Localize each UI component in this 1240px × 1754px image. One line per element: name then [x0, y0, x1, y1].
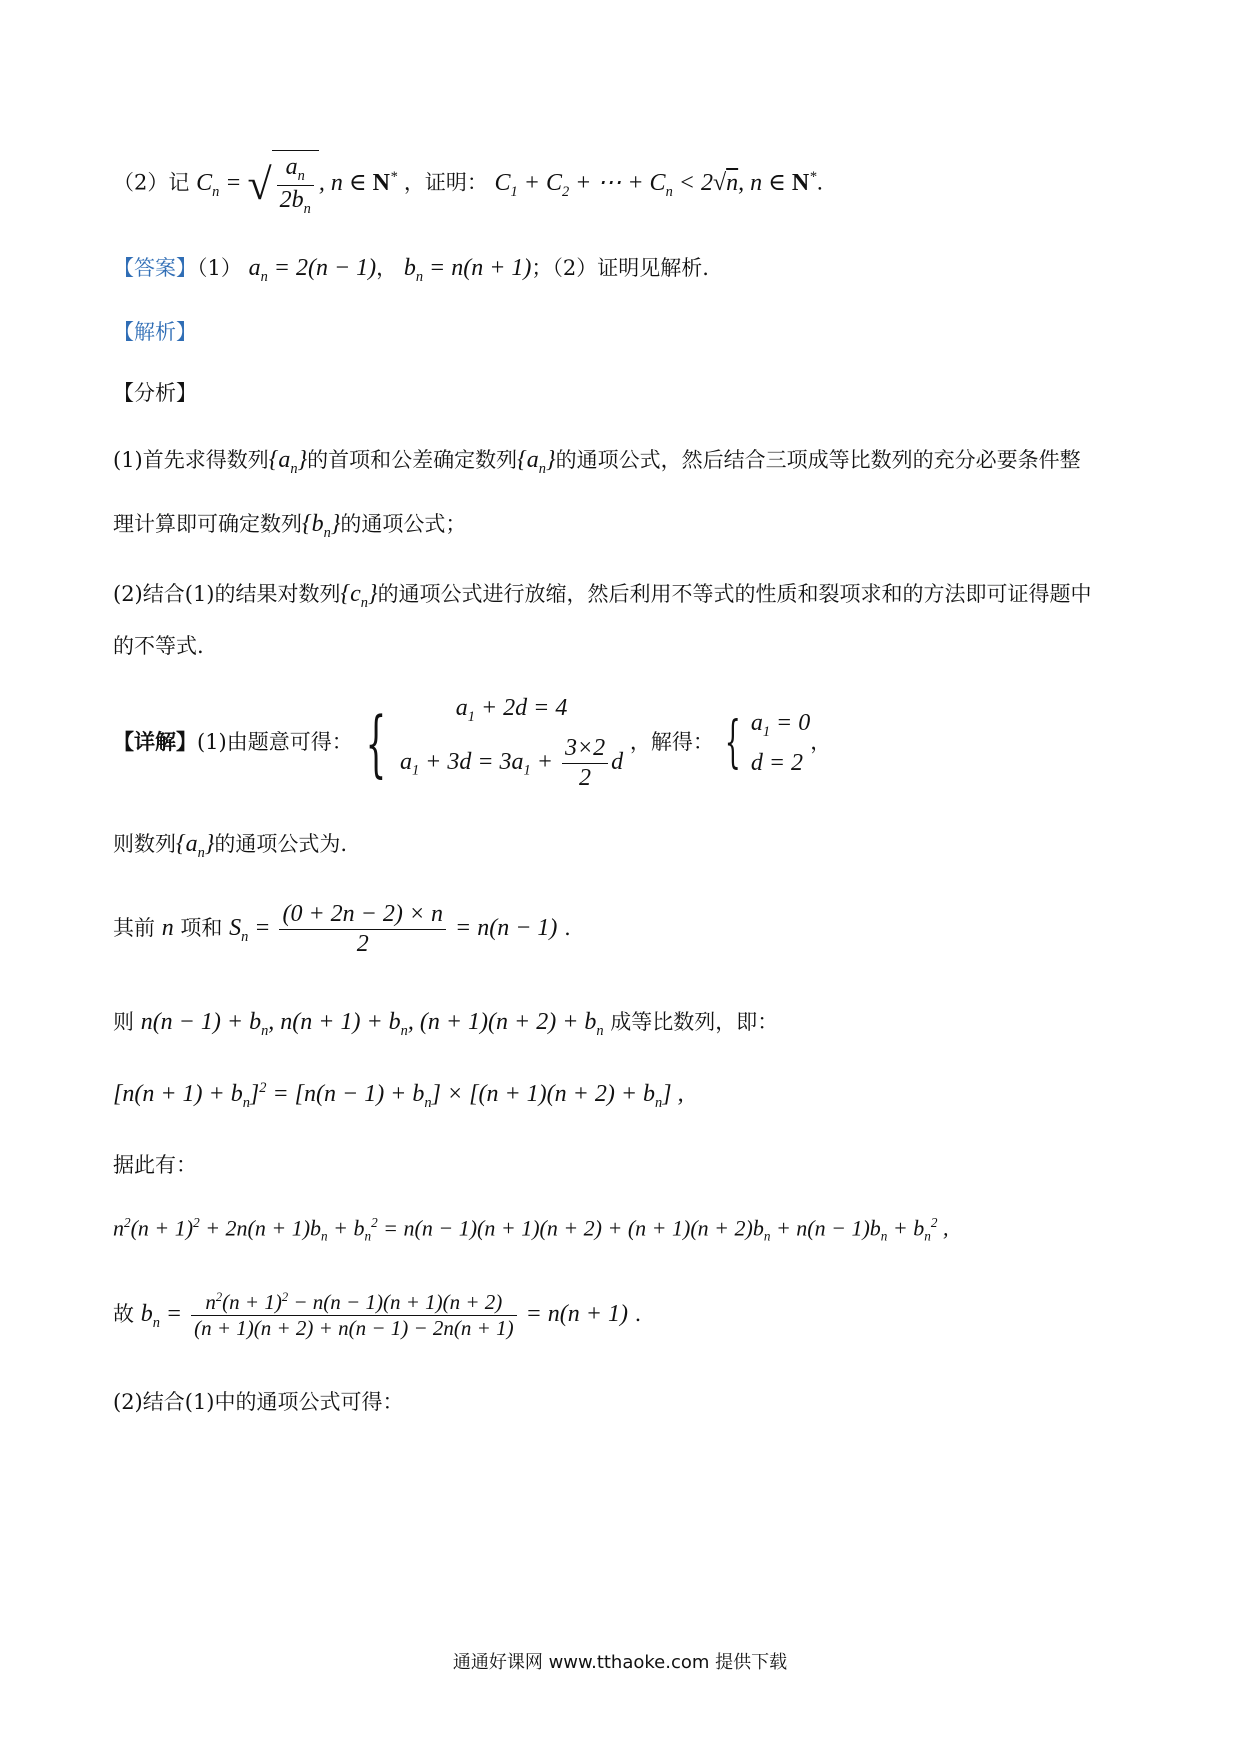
footer-credit: 通通好课网 www.tthaoke.com 提供下载	[452, 1652, 788, 1673]
detail-system: 【详解】(1)由题意可得： { $a_1 + 2d = 4$ $a_1 + 3d = 3a_1$ + $\frac{3\times 2}{2}$ d ，解得： { $a_1 = 0$ d = 2 ，	[113, 690, 831, 797]
fenxi-tag: 【分析】	[113, 381, 197, 405]
analysis-p1-line1: (1)首先求得数列$\{a_n\}$的首项和公差确定数列$\{a_n\}$的通项公式，然后结合三项成等比数列的充分必要条件整	[113, 447, 1081, 477]
analysis-p2-line2: 的不等式.	[113, 634, 204, 658]
expanded-equation: $n^2(n + 1)^2 + 2n(n + 1)b_n + b_n^2 = n(n - 1)(n + 1)(n + 2) + (n + 1)(n + 2)b_n + n(n - 1)b_n + b_n^2$ ,	[113, 1215, 949, 1244]
answer-an: $a_n = 2(n - 1)$	[248, 255, 377, 285]
detail-tag: 【详解】	[113, 728, 197, 754]
geometric-line: 则 $n(n - 1) + b_n$, $n(n + 1) + b_n$, $(n + 1)(n + 2) + b_n$ 成等比数列，即：	[113, 1009, 779, 1039]
analysis-tag: 【解析】	[113, 320, 197, 344]
part2-intro: (2)结合(1)中的通项公式可得：	[113, 1390, 404, 1414]
geometric-equation: $[n(n + 1) + b_n]^2 = [n(n - 1) + b_n] \times [(n + 1)(n + 2) + b_n]$ ,	[113, 1080, 684, 1111]
q2-definition: $C_n$ = √ $\frac{a_n}{2b_n}$ , n ∈ N*	[196, 170, 397, 196]
system-1: $a_1 + 2d = 4$ $a_1 + 3d = 3a_1$ + $\frac{3\times 2}{2}$ d	[399, 695, 624, 791]
answer-tag: 【答案】	[113, 256, 197, 280]
answer-line: 【答案】（1） $a_n = 2(n - 1)$， $b_n = n(n + 1)$；（2）证明见解析.	[113, 255, 709, 285]
q2-prefix: （2）记	[113, 170, 190, 195]
q2-mid: ，证明：	[403, 170, 488, 195]
question-2: （2）记 $C_n$ = √ $\frac{a_n}{2b_n}$ , n ∈ N* ，证明： $C_1 + C_2$ + ⋯ + $C_n < 2√n$, n ∈ N*.	[113, 150, 823, 218]
sum-formula: 其前 n 项和 $S_n$ = $\frac{(0 + 2n - 2) \times n}{2}$ = n(n − 1) .	[113, 901, 571, 957]
analysis-p2-line1: (2)结合(1)的结果对数列$\{c_n\}$的通项公式进行放缩，然后利用不等式的性质和裂项求和的方法即可证得题中	[113, 581, 1092, 611]
q2-inequality: $C_1 + C_2$ + ⋯ + $C_n < 2√n$, n ∈ N*	[494, 168, 817, 200]
hence-label: 据此有：	[113, 1153, 197, 1177]
answer-bn: $b_n = n(n + 1)$	[403, 255, 532, 285]
general-term: 则数列$\{a_n\}$的通项公式为.	[113, 831, 348, 861]
analysis-p1-line2: 理计算即可确定数列$\{b_n\}$的通项公式；	[113, 511, 467, 541]
system-2: $a_1 = 0$ d = 2	[750, 709, 811, 776]
bn-result: 故 $b_n$ = $\frac{n^2(n + 1)^2 - n(n - 1)(n + 1)(n + 2)}{(n + 1)(n + 2) + n(n - 1) - 2n(n + 1)}$ = n(n + 1) .	[113, 1290, 642, 1341]
